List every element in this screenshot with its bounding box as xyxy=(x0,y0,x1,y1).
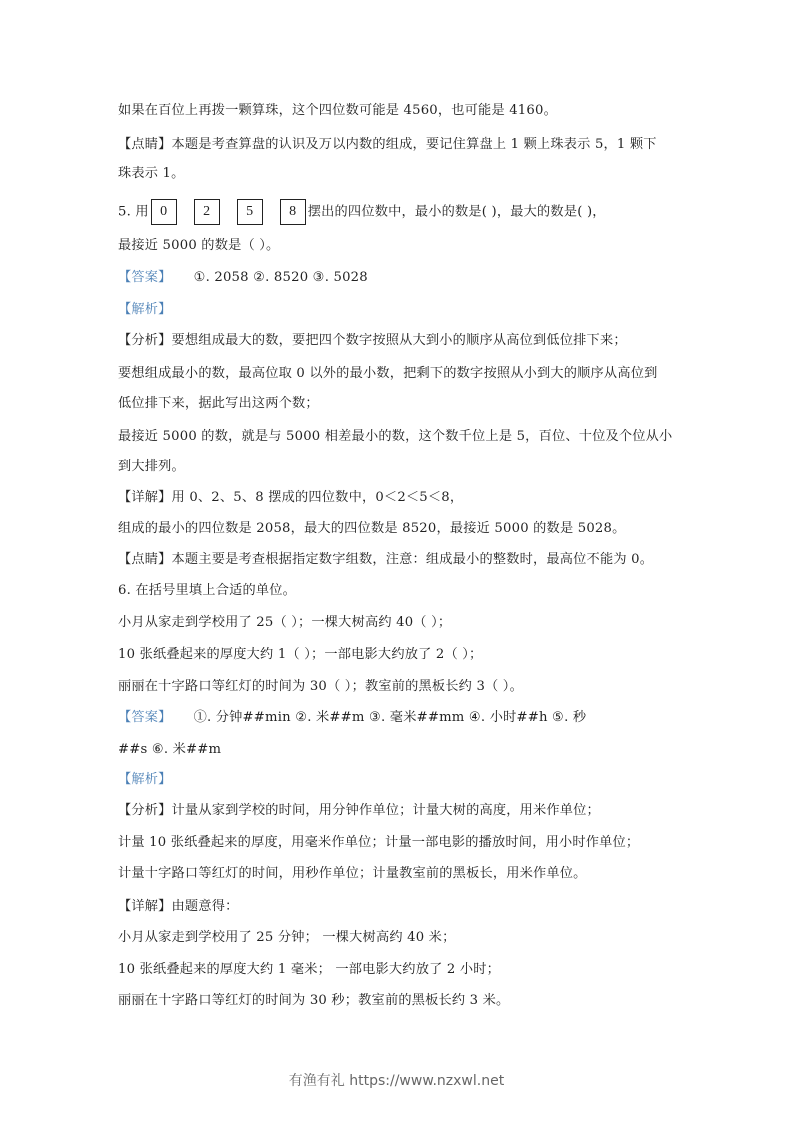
question-text: 摆出的四位数中，最小的数是( )，最大的数是( )， xyxy=(307,204,606,220)
digit-box: 0 xyxy=(151,199,177,225)
key-point-line: 【点睛】本题主要是考查根据指定数字组数，注意：组成最小的整数时，最高位不能为 0。 xyxy=(118,552,654,567)
analysis-line: 计量十字路口等红灯的时间，用秒作单位；计量教室前的黑板长，用米作单位。 xyxy=(118,866,587,881)
answer-row xyxy=(118,268,368,288)
digit-box: 2 xyxy=(194,199,220,225)
analysis-line: 计量 10 张纸叠起来的厚度，用毫米作单位；计量一部电影的播放时间，用小时作单位； xyxy=(118,835,640,850)
answer-row xyxy=(118,708,586,728)
question-5-line2: 最接近 5000 的数是（ ）。 xyxy=(118,238,280,253)
question-6: 6. 在括号里填上合适的单位。 xyxy=(118,583,297,598)
question-number: 5. 用 xyxy=(118,204,149,220)
detail-line: 丽丽在十字路口等红灯的时间为 30 秒；教室前的黑板长约 3 米。 xyxy=(118,993,510,1008)
answer-text: ①. 2058 ②. 8520 ③. 5028 xyxy=(193,270,368,285)
digit-box: 5 xyxy=(237,199,263,225)
key-point-line: 【点睛】本题是考查算盘的认识及万以内数的组成，要记住算盘上 1 颗上珠表示 5，1 颗下 xyxy=(118,137,657,152)
question-6-line: 10 张纸叠起来的厚度大约 1（ ）；一部电影大约放了 2（ ）； xyxy=(118,647,483,662)
analysis-line: 【分析】要想组成最大的数，要把四个数字按照从大到小的顺序从高位到低位排下来； xyxy=(118,333,627,348)
question-5 xyxy=(118,199,606,225)
analysis-line: 到大排列。 xyxy=(118,459,185,474)
analysis-line: 【分析】计量从家到学校的时间，用分钟作单位；计量大树的高度，用米作单位； xyxy=(118,803,600,818)
analysis-line: 要想组成最小的数，最高位取 0 以外的最小数，把剩下的数字按照从小到大的顺序从高位到 xyxy=(118,366,658,381)
answer-continuation: ##s ⑥. 米##m xyxy=(118,742,222,757)
detail-line: 组成的最小的四位数是 2058，最大的四位数是 8520，最接近 5000 的数是 5028。 xyxy=(118,521,626,536)
detail-line: 【详解】由题意得： xyxy=(118,899,239,914)
text-line: 如果在百位上再拨一颗算珠，这个四位数可能是 4560，也可能是 4160。 xyxy=(118,103,557,118)
analysis-label: 【解析】 xyxy=(118,772,172,787)
detail-line: 小月从家走到学校用了 25 分钟； 一棵大树高约 40 米； xyxy=(118,930,456,945)
footer-watermark: 有渔有礼 https://www.nzxwl.net xyxy=(288,1073,505,1089)
question-6-line: 丽丽在十字路口等红灯的时间为 30（ ）；教室前的黑板长约 3（ ）。 xyxy=(118,679,523,694)
analysis-line: 低位排下来，据此写出这两个数； xyxy=(118,396,319,411)
text-line: 珠表示 1。 xyxy=(118,166,185,181)
detail-line: 10 张纸叠起来的厚度大约 1 毫米； 一部电影大约放了 2 小时； xyxy=(118,962,501,977)
detail-line: 【详解】用 0、2、5、8 摆成的四位数中，0＜2＜5＜8， xyxy=(118,490,464,505)
answer-label: 【答案】 xyxy=(118,710,172,725)
answer-label: 【答案】 xyxy=(118,270,172,285)
analysis-line: 最接近 5000 的数，就是与 5000 相差最小的数，这个数千位上是 5，百位、十位及个位从小 xyxy=(118,429,673,444)
question-6-line: 小月从家走到学校用了 25（ ）；一棵大树高约 40（ ）； xyxy=(118,615,452,630)
analysis-label: 【解析】 xyxy=(118,302,172,317)
digit-box: 8 xyxy=(280,199,306,225)
answer-text: ①. 分钟##min ②. 米##m ③. 毫米##mm ④. 小时##h ⑤. 秒 xyxy=(193,710,587,725)
